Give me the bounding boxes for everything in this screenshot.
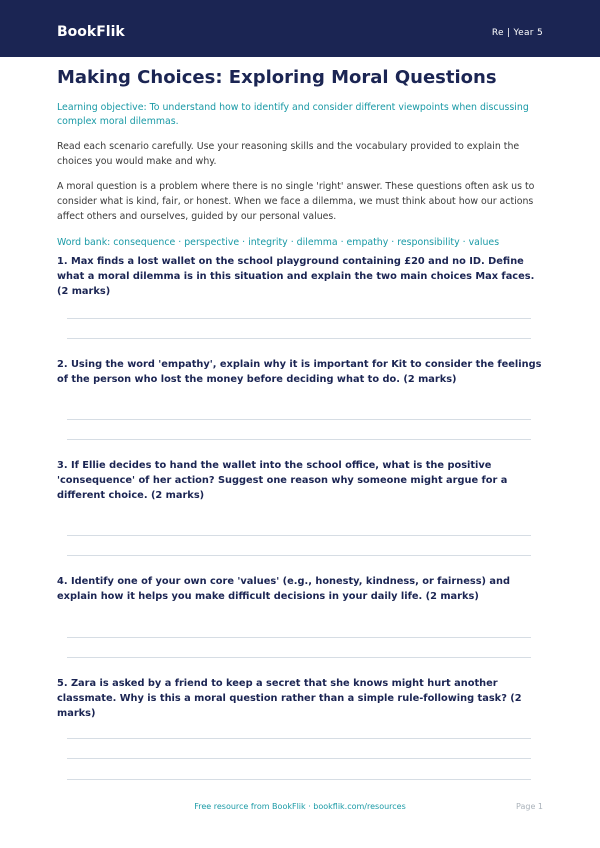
answer-line[interactable]	[67, 738, 531, 739]
answer-line[interactable]	[67, 657, 531, 658]
question-text: 3. If Ellie decides to hand the wallet into the school office, what is the positive 'consequence' of her action? Suggest one reason why someone might argue for a different choice. (2 marks)	[57, 460, 508, 501]
answer-line[interactable]	[67, 338, 531, 339]
word-bank: Word bank: consequence · perspective · integrity · dilemma · empathy · responsibility · values	[57, 237, 500, 248]
instructions-text: Read each scenario carefully. Use your reasoning skills and the vocabulary provided to explain the choices you would make and why.	[57, 141, 520, 167]
page-header	[0, 0, 600, 57]
explanation-text: A moral question is a problem where there is no single 'right' answer. These questions often ask us to consider what is kind, fair, or honest. When we face a dilemma, we must think about how our actions affect others and ourselves, guided by our personal values.	[57, 181, 535, 222]
footer-resource-link[interactable]: Free resource from BookFlik · bookflik.com/resources	[194, 802, 406, 811]
subject-year-label: Re | Year 5	[491, 28, 543, 38]
question-text: 5. Zara is asked by a friend to keep a secret that she knows might hurt another classmate. Why is this a moral question rather than a simple rule-following task? (2 marks)	[57, 678, 522, 719]
question-2	[57, 357, 543, 387]
answer-line[interactable]	[67, 318, 531, 319]
brand-logo: BookFlik	[57, 24, 125, 40]
answer-line[interactable]	[67, 779, 531, 780]
question-3	[57, 458, 543, 503]
answer-line[interactable]	[67, 419, 531, 420]
answer-line[interactable]	[67, 439, 531, 440]
question-text: 2. Using the word 'empathy', explain why it is important for Kit to consider the feelings of the person who lost the money before deciding what to do. (2 marks)	[57, 359, 542, 385]
question-text: 4. Identify one of your own core 'values' (e.g., honesty, kindness, or fairness) and explain how it helps you make difficult decisions in your daily life. (2 marks)	[57, 576, 511, 602]
intro-section	[57, 64, 543, 250]
answer-line[interactable]	[67, 637, 531, 638]
answer-line[interactable]	[67, 758, 531, 759]
answer-line[interactable]	[67, 535, 531, 536]
learning-objective: Learning objective: To understand how to identify and consider different viewpoints when discussing complex moral dilemmas.	[57, 102, 529, 127]
answer-line[interactable]	[67, 555, 531, 556]
question-5	[57, 676, 543, 721]
question-4	[57, 574, 543, 604]
page-number: Page 1	[516, 802, 543, 811]
question-text: 1. Max finds a lost wallet on the school playground containing £20 and no ID. Define what a moral dilemma is in this situation and explain the two main choices Max faces. (2 marks)	[57, 256, 535, 297]
page-title: Making Choices: Exploring Moral Questions	[57, 67, 497, 88]
question-1	[57, 254, 543, 299]
